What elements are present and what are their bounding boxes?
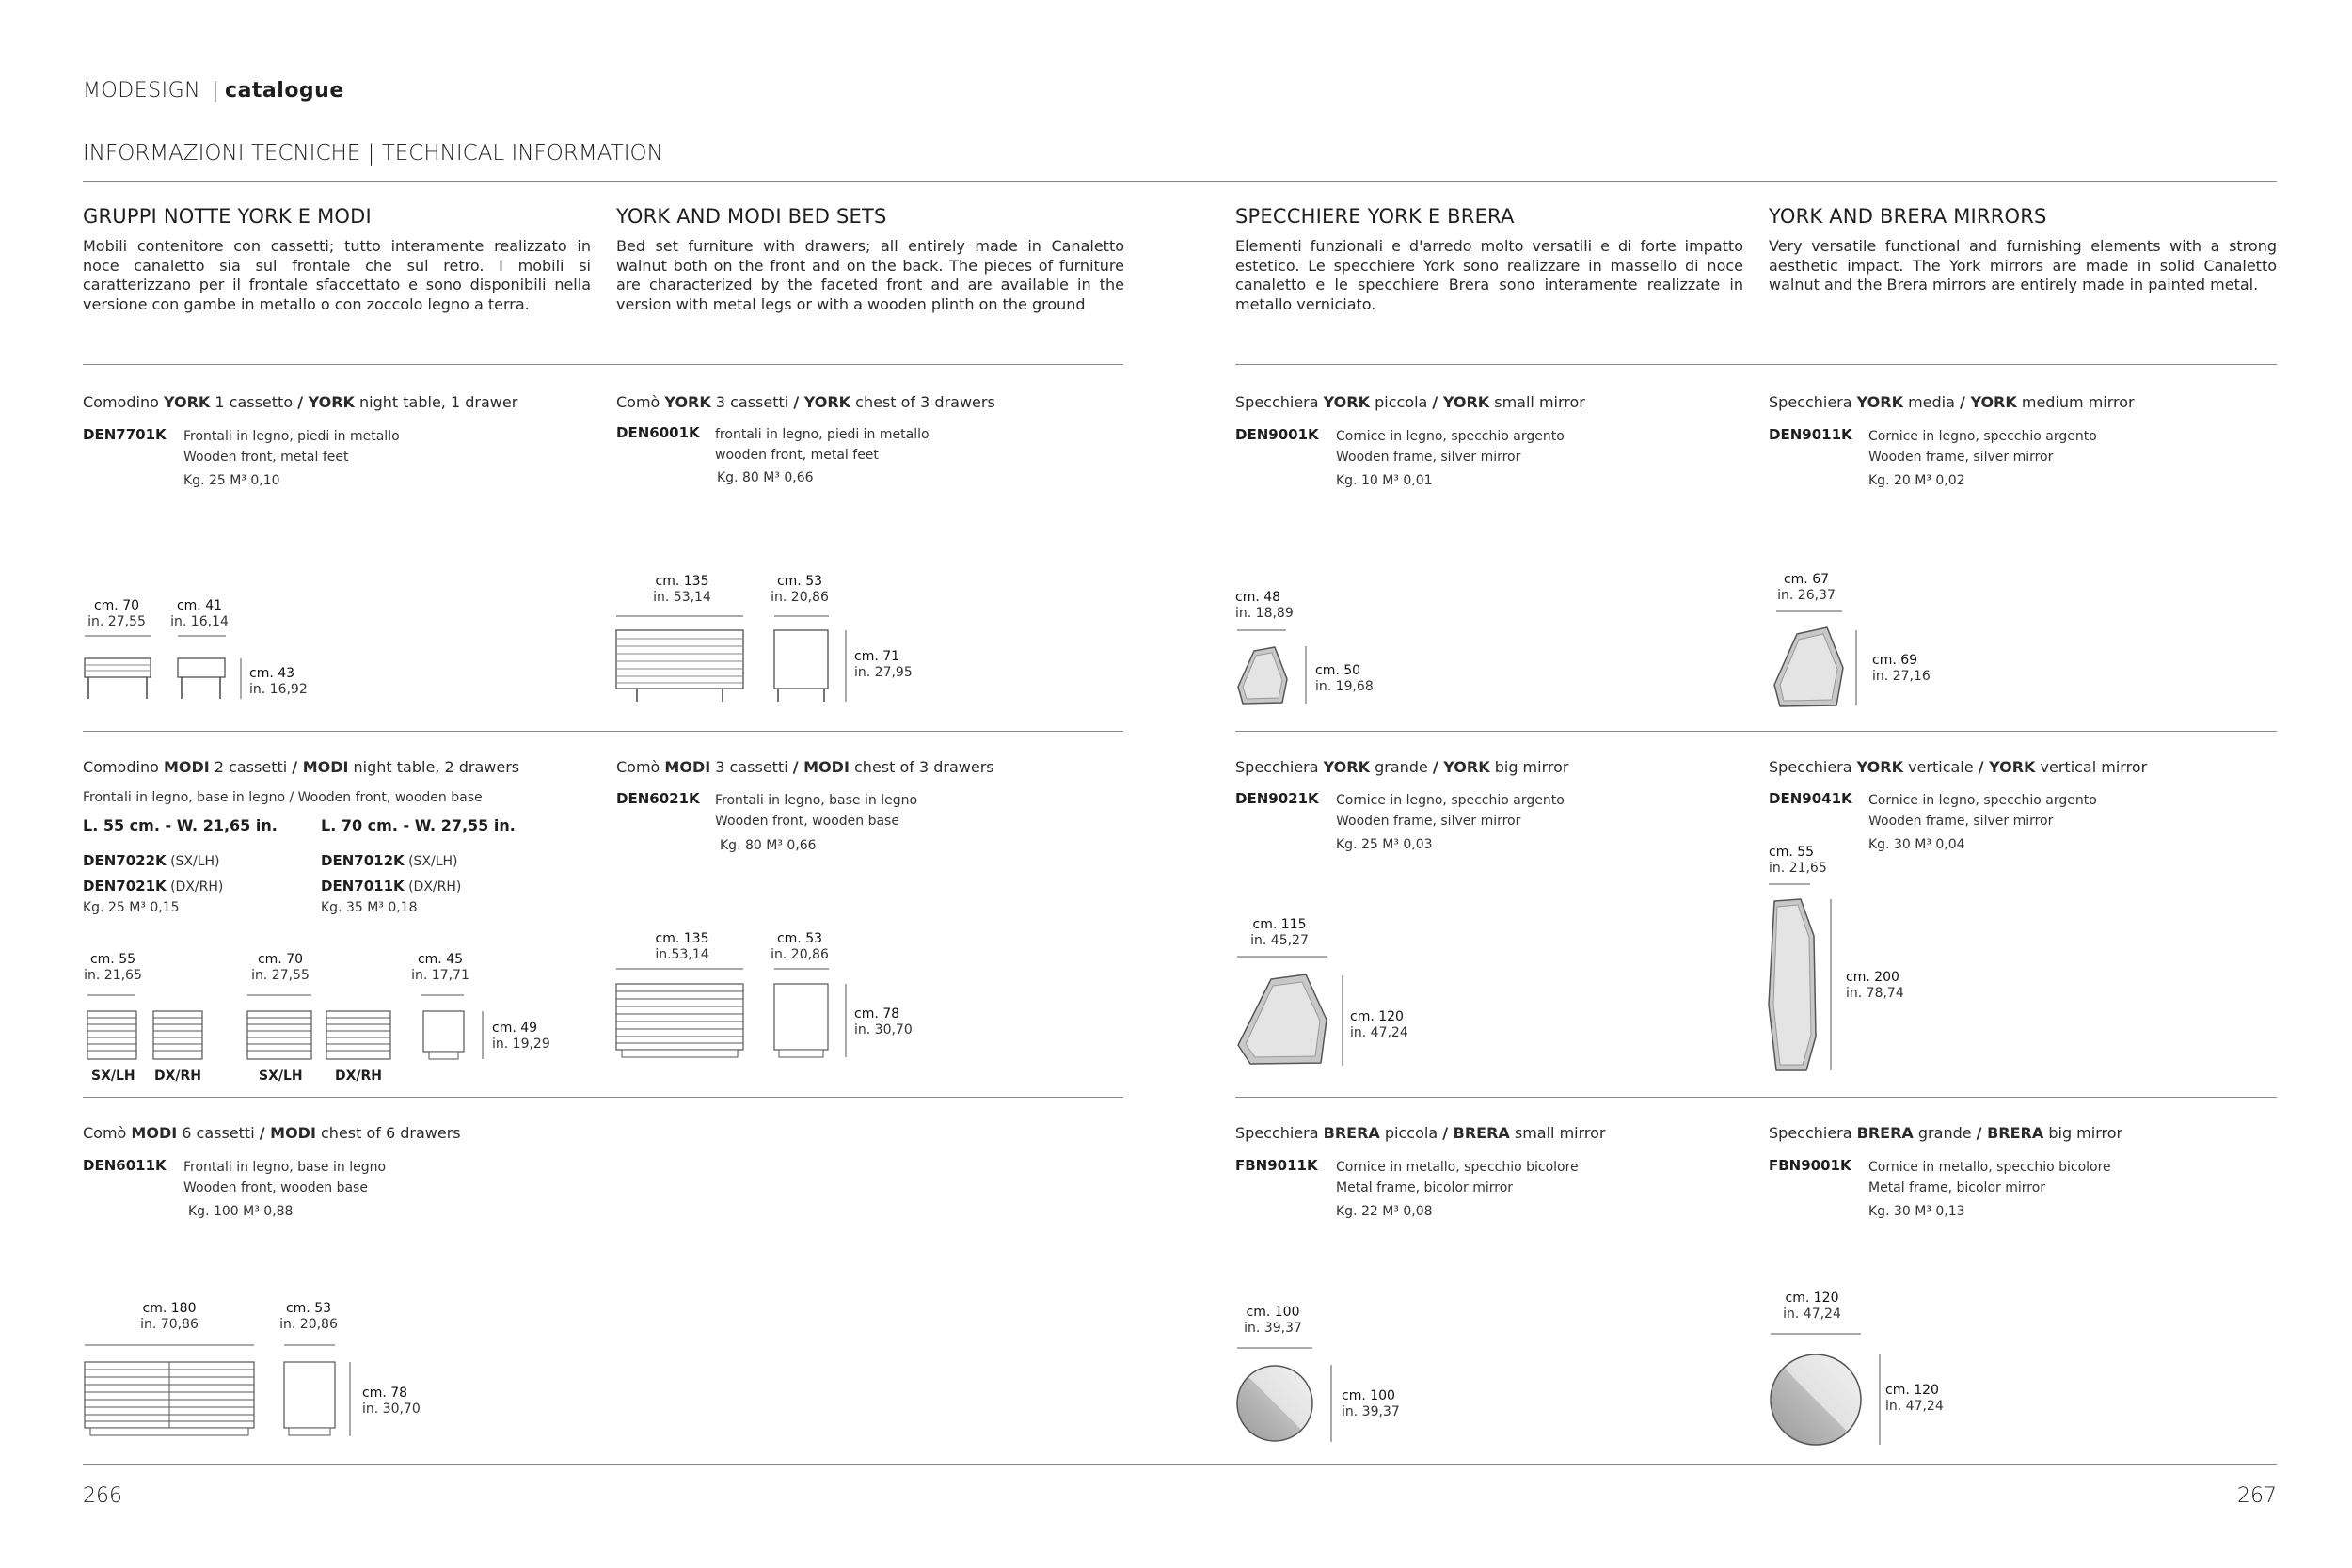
- weight-volume: Kg. 20 M³ 0,02: [1868, 473, 1965, 488]
- dimension-depth: cm. 53 in. 20,86: [279, 1301, 338, 1332]
- item-title: Specchiera YORK grande / YORK big mirror: [1235, 758, 1569, 776]
- item-modi-chest-3: [616, 758, 994, 776]
- divider: [83, 1097, 1123, 1098]
- page-number-right: 267: [2237, 1484, 2277, 1508]
- dimension-height: cm. 71 in. 27,95: [854, 649, 913, 680]
- dimension-width: cm. 180 in. 70,86: [140, 1301, 199, 1332]
- text-mirrors-en: Very versatile functional and furnishing elements with a strong aesthetic impact. The York mirrors are made in solid Canaletto walnut and the Brera mirrors are entirely made in painted metal.: [1769, 237, 2277, 293]
- dimension-height: cm. 50 in. 19,68: [1315, 663, 1374, 694]
- item-modi-chest-6: [83, 1124, 461, 1142]
- heading-beds-it: GRUPPI NOTTE YORK E MODI: [83, 205, 372, 228]
- dimension-depth: cm. 53 in. 20,86: [771, 574, 829, 605]
- divider: [1235, 731, 2277, 732]
- dimension-height: cm. 100 in. 39,37: [1342, 1388, 1400, 1419]
- item-york-medium-mirror: [1769, 393, 2135, 411]
- dimension-width: cm. 67 in. 26,37: [1777, 572, 1836, 603]
- heading-mirrors-it: SPECCHIERE YORK E BRERA: [1235, 205, 1515, 228]
- product-code: DEN6011K: [83, 1157, 167, 1174]
- product-code: FBN9011K: [1235, 1157, 1318, 1174]
- dimension-width: cm. 135 in. 53,14: [653, 574, 711, 605]
- dimension-width: cm. 100 in. 39,37: [1244, 1305, 1302, 1336]
- dimension-height: cm. 78 in. 30,70: [854, 1006, 913, 1037]
- product-code: DEN6001K: [616, 424, 700, 441]
- item-modi-night-table: [83, 758, 519, 776]
- york-medium-mirror-drawing: [1769, 611, 1872, 715]
- divider: [83, 364, 1123, 365]
- item-title: Specchiera BRERA grande / BRERA big mirror: [1769, 1124, 2123, 1142]
- product-code: DEN9021K: [1235, 790, 1319, 807]
- dimension-width: cm. 55 in. 21,65: [84, 952, 142, 983]
- intro-mirrors-en: [1769, 205, 2277, 295]
- item-york-vertical-mirror: [1769, 758, 2147, 776]
- modi-chest-6-drawing: [85, 1345, 367, 1439]
- product-code: DEN9001K: [1235, 426, 1319, 443]
- description: Cornice in legno, specchio argento Wooden frame, silver mirror: [1336, 793, 1565, 829]
- item-title: Comò YORK 3 cassetti / YORK chest of 3 drawers: [616, 393, 995, 411]
- dimension-width: cm. 120 in. 47,24: [1783, 1291, 1841, 1322]
- item-title: Specchiera YORK piccola / YORK small mirror: [1235, 393, 1585, 411]
- weight-volume: Kg. 100 M³ 0,88: [188, 1204, 294, 1219]
- dimension-depth: cm. 45 in. 17,71: [411, 952, 469, 983]
- dimension-width: cm. 70 in. 27,55: [251, 952, 310, 983]
- divider: [1235, 364, 2277, 365]
- weight-volume: Kg. 25 M³ 0,10: [183, 473, 280, 488]
- heading-beds-en: YORK AND MODI BED SETS: [616, 205, 887, 228]
- page-number-left: 266: [83, 1484, 122, 1508]
- label-sx: SX/LH: [91, 1069, 135, 1084]
- dimension-height: cm. 78 in. 30,70: [362, 1386, 421, 1417]
- size-a: L. 55 cm. - W. 21,65 in.: [83, 816, 278, 834]
- item-brera-big-mirror: [1769, 1124, 2122, 1142]
- footer-divider: [83, 1464, 2277, 1465]
- text-beds-it: Mobili contenitore con cassetti; tutto interamente realizzato in noce canaletto sia sul frontale che sul retro. I mobili si caratterizzano per il frontale sfaccettato e sono disponibili nella versione con gambe in metallo o con zoccolo legno a terra.: [83, 237, 591, 313]
- item-title: Comodino YORK 1 cassetto / YORK night table, 1 drawer: [83, 393, 518, 411]
- brand-header: MODESIGN | catalogue: [83, 79, 344, 103]
- dimension-height: cm. 43 in. 16,92: [249, 666, 308, 697]
- dimension-height: cm. 69 in. 27,16: [1872, 653, 1931, 684]
- york-night-table-drawing: [83, 636, 252, 711]
- item-title: Comò MODI 3 cassetti / MODI chest of 3 drawers: [616, 758, 994, 776]
- page-title: INFORMAZIONI TECNICHE | TECHNICAL INFORMATION: [83, 141, 663, 166]
- dimension-width: cm. 48 in. 18,89: [1235, 590, 1294, 621]
- label-dx: DX/RH: [335, 1069, 383, 1084]
- item-york-big-mirror: [1235, 758, 1568, 776]
- brera-big-mirror-drawing: [1769, 1334, 1886, 1451]
- brera-small-mirror-drawing: [1235, 1348, 1343, 1451]
- description: Cornice in legno, specchio argento Wooden frame, silver mirror: [1868, 793, 2097, 829]
- modi-chest-3-drawing: [616, 969, 851, 1063]
- description: Frontali in legno, base in legno Wooden front, wooden base: [183, 1160, 387, 1196]
- weight-volume: Kg. 30 M³ 0,04: [1868, 837, 1965, 852]
- catalogue-label: catalogue: [225, 79, 344, 103]
- modi-night-table-drawing: [83, 995, 497, 1070]
- york-big-mirror-drawing: [1235, 957, 1348, 1069]
- item-title: Specchiera BRERA piccola / BRERA small mirror: [1235, 1124, 1606, 1142]
- description: frontali in legno, piedi in metallo wooden front, metal feet: [715, 427, 930, 463]
- dimension-depth: cm. 41 in. 16,14: [170, 598, 229, 629]
- codes-b: DEN7012K (SX/LH) DEN7011K (DX/RH): [321, 852, 462, 895]
- header-divider: [83, 181, 2277, 182]
- intro-beds-it: [83, 205, 591, 314]
- item-york-night-table: [83, 393, 517, 411]
- dimension-height: cm. 200 in. 78,74: [1846, 970, 1904, 1001]
- weight-volume: Kg. 22 M³ 0,08: [1336, 1204, 1433, 1219]
- dimension-width: cm. 55 in. 21,65: [1769, 845, 1827, 876]
- dimension-depth: cm. 53 in. 20,86: [771, 931, 829, 962]
- item-title: Comodino MODI 2 cassetti / MODI night table, 2 drawers: [83, 758, 520, 776]
- product-code: FBN9001K: [1769, 1157, 1851, 1174]
- york-vertical-mirror-drawing: [1767, 884, 1842, 1077]
- divider: [1235, 1097, 2277, 1098]
- description: Frontali in legno, base in legno / Wooden front, wooden base: [83, 790, 483, 805]
- description: Cornice in metallo, specchio bicolore Metal frame, bicolor mirror: [1336, 1160, 1579, 1196]
- weight-volume: Kg. 35 M³ 0,18: [321, 900, 418, 915]
- brand-name: MODESIGN: [83, 79, 201, 103]
- weight-volume: Kg. 80 M³ 0,66: [720, 838, 817, 853]
- product-code: DEN9011K: [1769, 426, 1852, 443]
- item-brera-small-mirror: [1235, 1124, 1606, 1142]
- text-mirrors-it: Elementi funzionali e d'arredo molto versatili e di forte impatto estetico. Le specchiere York sono realizzare in massello di noce canaletto e le specchiere Brera sono interamente realizzate in metallo verniciato.: [1235, 237, 1743, 313]
- dimension-width: cm. 70 in. 27,55: [87, 598, 146, 629]
- product-code: DEN7701K: [83, 426, 167, 443]
- description: Cornice in metallo, specchio bicolore Metal frame, bicolor mirror: [1868, 1160, 2111, 1196]
- weight-volume: Kg. 10 M³ 0,01: [1336, 473, 1433, 488]
- heading-mirrors-en: YORK AND BRERA MIRRORS: [1769, 205, 2047, 228]
- item-title: Comò MODI 6 cassetti / MODI chest of 6 drawers: [83, 1124, 461, 1142]
- york-chest-drawing: [616, 616, 851, 710]
- divider: [83, 731, 1123, 732]
- description: Cornice in legno, specchio argento Wooden frame, silver mirror: [1868, 429, 2097, 465]
- york-small-mirror-drawing: [1235, 630, 1320, 715]
- text-beds-en: Bed set furniture with drawers; all entirely made in Canaletto walnut both on the front and on the back. The pieces of furniture are characterized by the faceted front and are available in the version with metal legs or with a wooden plinth on the ground: [616, 237, 1124, 313]
- item-title: Specchiera YORK verticale / YORK vertical mirror: [1769, 758, 2148, 776]
- dimension-height: cm. 120 in. 47,24: [1885, 1383, 1944, 1414]
- dimension-width: cm. 135 in.53,14: [655, 931, 709, 962]
- intro-beds-en: [616, 205, 1124, 314]
- item-york-small-mirror: [1235, 393, 1585, 411]
- description: Frontali in legno, base in legno Wooden front, wooden base: [715, 793, 918, 829]
- dimension-height: cm. 120 in. 47,24: [1350, 1009, 1408, 1040]
- item-york-chest: [616, 393, 995, 411]
- weight-volume: Kg. 25 M³ 0,15: [83, 900, 180, 915]
- label-sx: SX/LH: [259, 1069, 303, 1084]
- weight-volume: Kg. 25 M³ 0,03: [1336, 837, 1433, 852]
- description: Frontali in legno, piedi in metallo Wooden front, metal feet: [183, 429, 400, 465]
- description: Cornice in legno, specchio argento Wooden frame, silver mirror: [1336, 429, 1565, 465]
- size-b: L. 70 cm. - W. 27,55 in.: [321, 816, 516, 834]
- weight-volume: Kg. 80 M³ 0,66: [717, 470, 814, 485]
- label-dx: DX/RH: [154, 1069, 202, 1084]
- codes-a: DEN7022K (SX/LH) DEN7021K (DX/RH): [83, 852, 224, 895]
- item-title: Specchiera YORK media / YORK medium mirror: [1769, 393, 2135, 411]
- dimension-height: cm. 49 in. 19,29: [492, 1021, 550, 1052]
- product-code: DEN9041K: [1769, 790, 1852, 807]
- dimension-width: cm. 115 in. 45,27: [1250, 917, 1309, 948]
- intro-mirrors-it: [1235, 205, 1743, 314]
- product-code: DEN6021K: [616, 790, 700, 807]
- weight-volume: Kg. 30 M³ 0,13: [1868, 1204, 1965, 1219]
